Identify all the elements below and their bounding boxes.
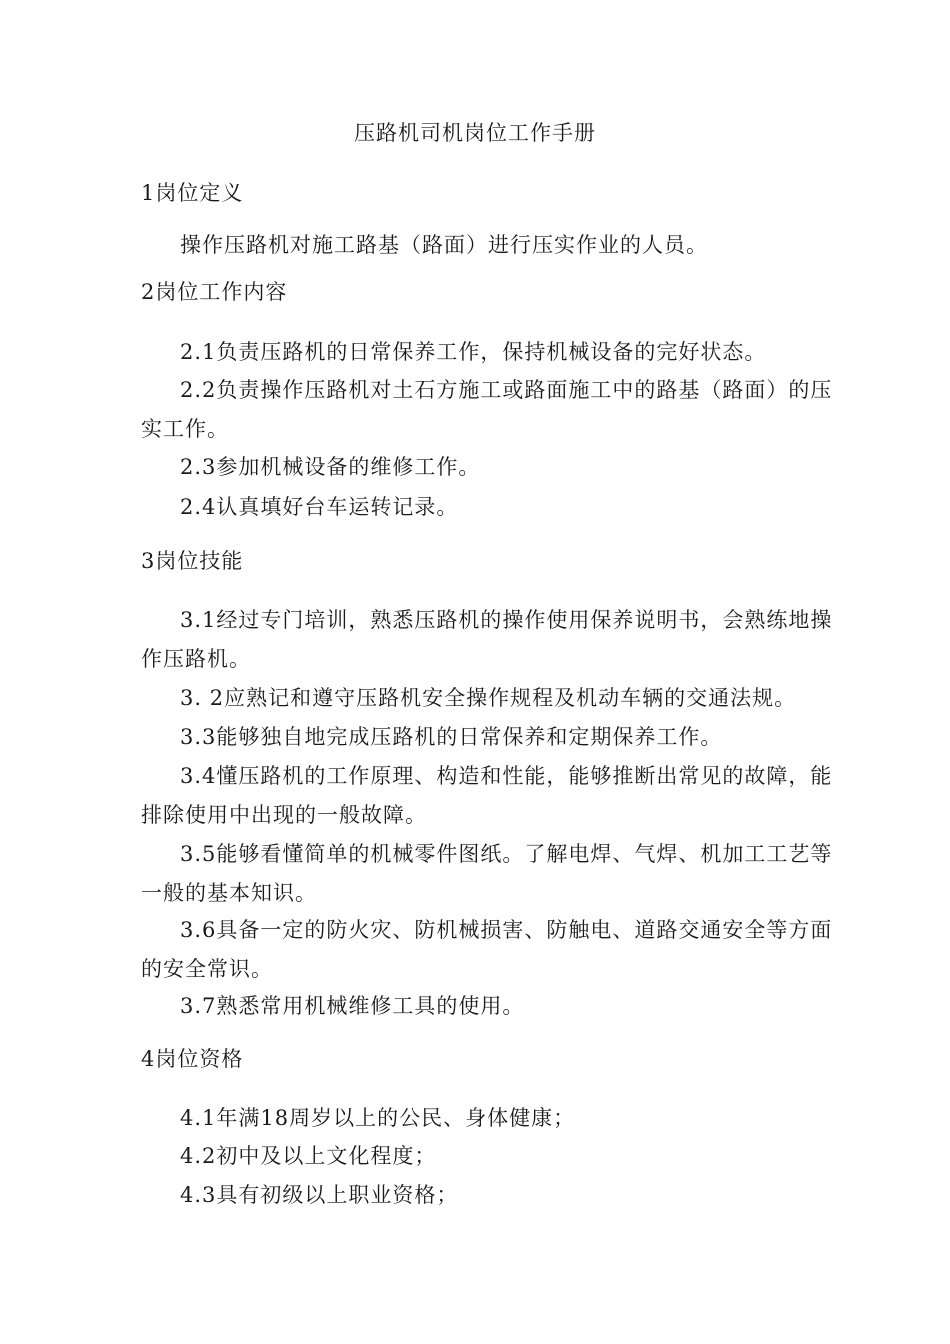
- section-heading-2: 2岗位工作内容: [141, 280, 288, 304]
- paragraph-line: 4.1年满18周岁以上的公民、身体健康；: [180, 1106, 576, 1130]
- paragraph-line: 3.5能够看懂简单的机械零件图纸。了解电焊、气焊、机加工工艺等: [180, 842, 833, 866]
- paragraph-line: 3.3能够独自地完成压路机的日常保养和定期保养工作。: [180, 725, 723, 749]
- paragraph-line: 排除使用中出现的一般故障。: [141, 803, 427, 827]
- section-heading-1: 1岗位定义: [141, 181, 244, 205]
- paragraph-line: 3. 2应熟记和遵守压路机安全操作规程及机动车辆的交通法规。: [180, 686, 797, 710]
- paragraph-line: 操作压路机对施工路基（路面）进行压实作业的人员。: [180, 233, 708, 257]
- paragraph-line: 2.1负责压路机的日常保养工作，保持机械设备的完好状态。: [180, 340, 767, 364]
- section-heading-3: 3岗位技能: [141, 549, 244, 573]
- paragraph-line: 的安全常识。: [141, 957, 273, 981]
- paragraph-line: 4.2初中及以上文化程度；: [180, 1144, 437, 1168]
- section-heading-4: 4岗位资格: [141, 1047, 244, 1071]
- paragraph-line: 一般的基本知识。: [141, 881, 317, 905]
- paragraph-line: 2.2负责操作压路机对土石方施工或路面施工中的路基（路面）的压: [180, 378, 833, 402]
- paragraph-line: 作压路机。: [141, 647, 251, 671]
- paragraph-line: 实工作。: [141, 417, 229, 441]
- document-title: 压路机司机岗位工作手册: [354, 121, 596, 145]
- paragraph-line: 4.3具有初级以上职业资格；: [180, 1183, 459, 1207]
- paragraph-line: 2.4认真填好台车运转记录。: [180, 495, 459, 519]
- paragraph-line: 2.3参加机械设备的维修工作。: [180, 455, 481, 479]
- paragraph-line: 3.6具备一定的防火灾、防机械损害、防触电、道路交通安全等方面: [180, 918, 833, 942]
- paragraph-line: 3.7熟悉常用机械维修工具的使用。: [180, 994, 525, 1018]
- paragraph-line: 3.1经过专门培训，熟悉压路机的操作使用保养说明书，会熟练地操: [180, 608, 833, 632]
- paragraph-line: 3.4懂压路机的工作原理、构造和性能，能够推断出常见的故障，能: [180, 764, 833, 788]
